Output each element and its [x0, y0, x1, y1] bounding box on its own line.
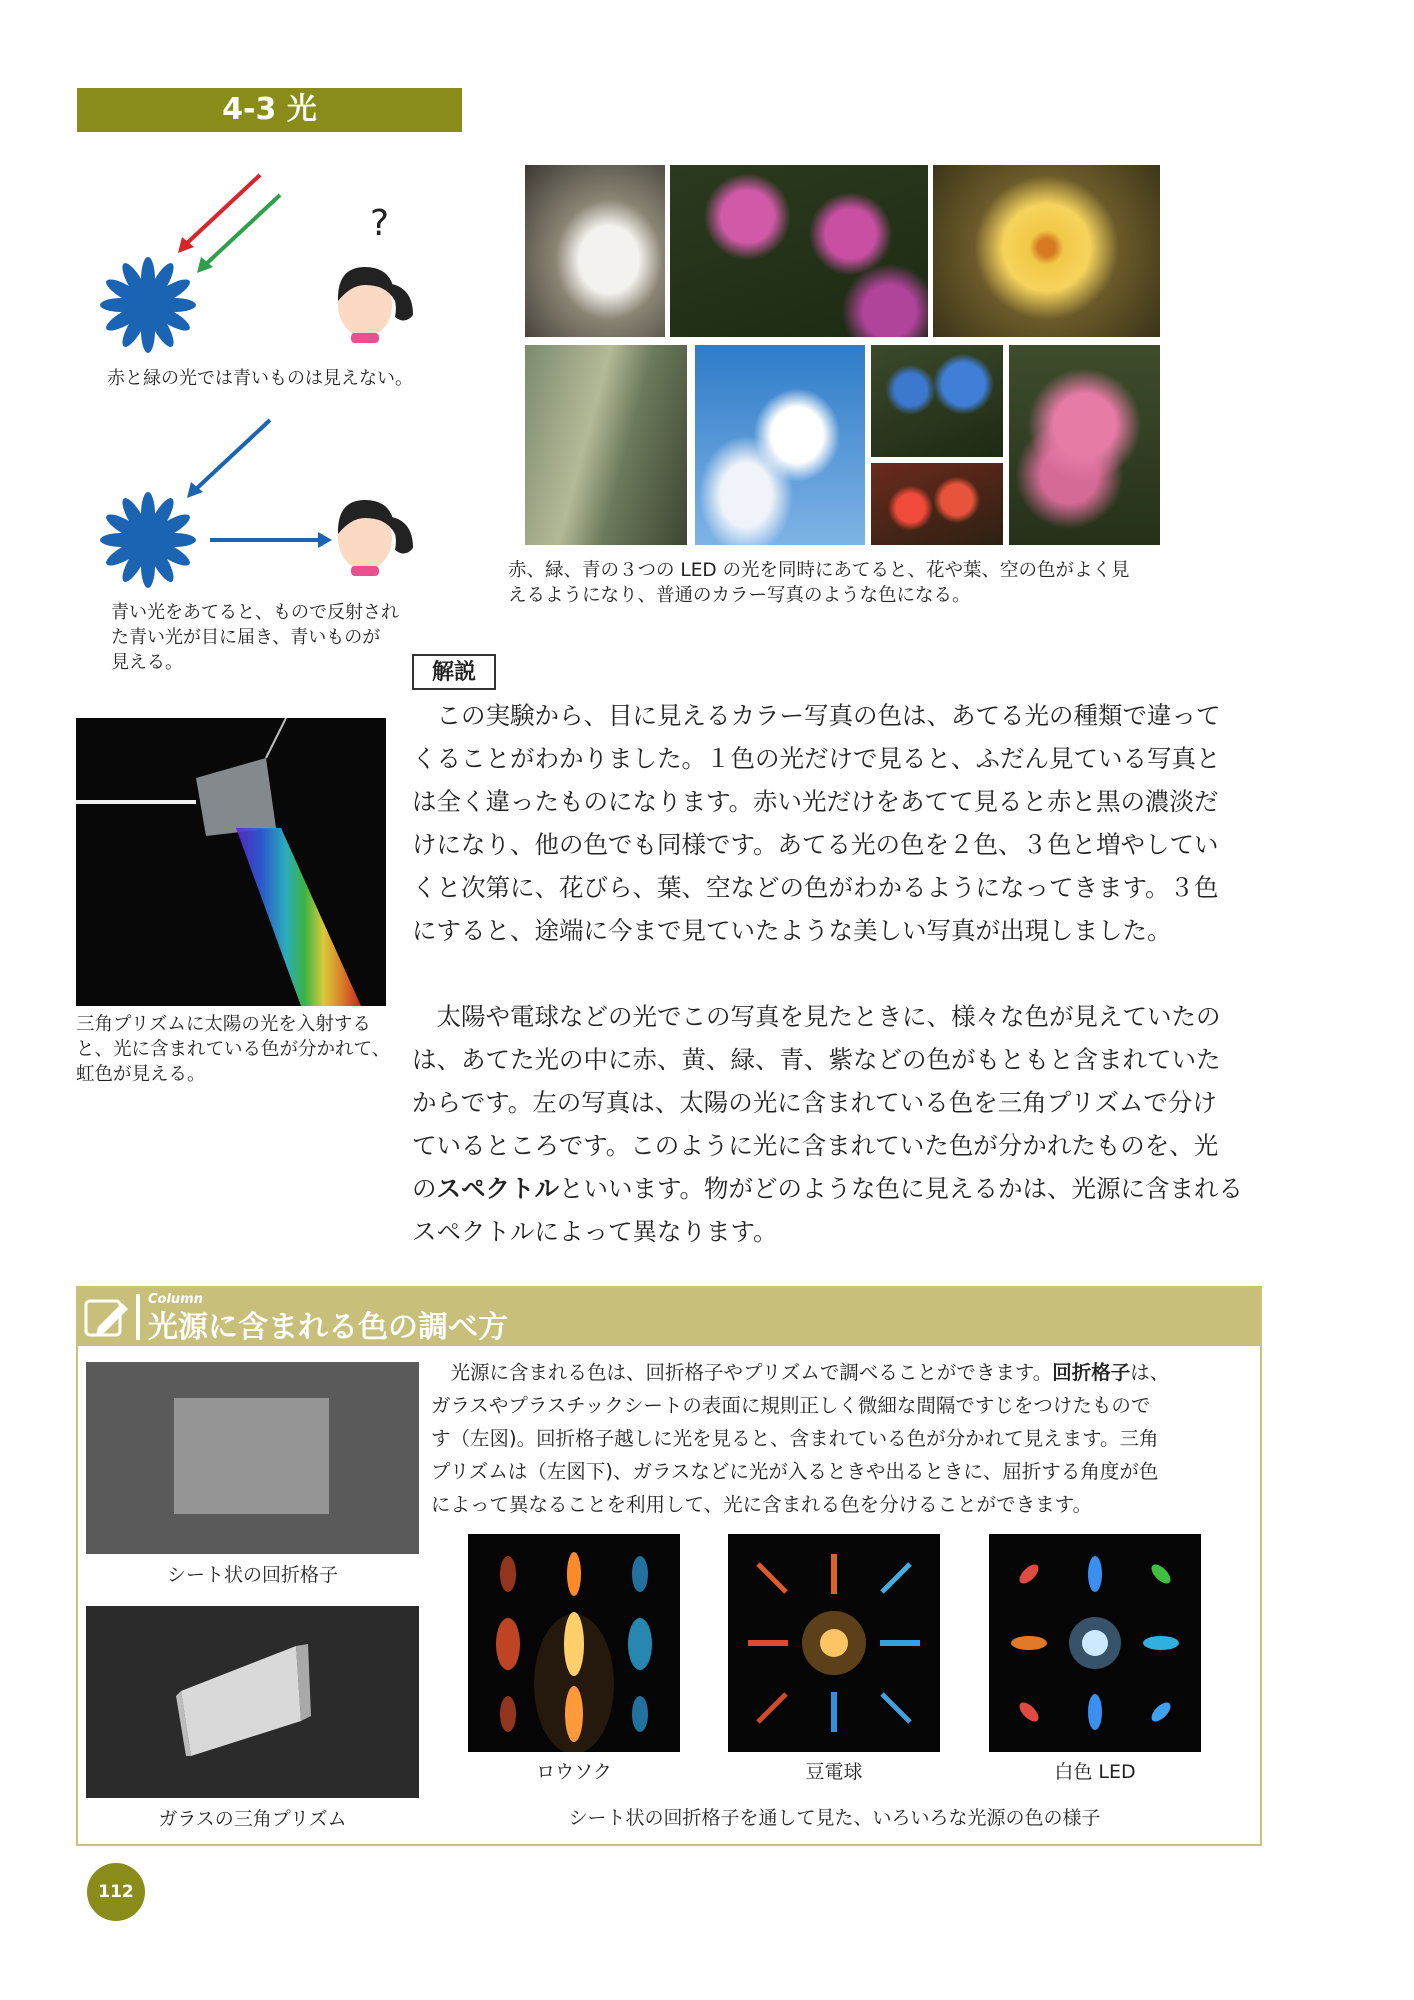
- page-number: 112: [87, 1863, 145, 1921]
- blue-arrow-reflected: [210, 532, 332, 548]
- prism-spectrum-photo: [76, 718, 386, 1006]
- red-flowers-photo: [871, 463, 1003, 545]
- kaisetsu-paragraph-2: 太陽や電球などの光でこの写真を見たときに、様々な色が見えていたの は、あてた光の中に赤、黄、緑、青、紫などの色がもともと含まれていた からです。左の写真は、太陽の光に含まれている色を三角プリズムで分け ているところです。このように光に含まれていた色が分かれたものを、光 のスペクトルといいます。物がどのような色に見えるかは、光源に含まれる スペクトルによって異なります。: [412, 1002, 1244, 1246]
- glass-prism-photo: [86, 1606, 419, 1798]
- blue-flower-icon: [100, 492, 196, 588]
- dayflower-photo: [871, 345, 1003, 457]
- section-title: 4-3 光: [222, 92, 317, 127]
- kaisetsu-label: 解説: [412, 654, 496, 690]
- prism-caption: 三角プリズムに太陽の光を入射する と、光に含まれている色が分かれて、 虹色が見える。: [76, 1014, 391, 1085]
- column-body-text: 光源に含まれる色は、回折格子やプリズムで調べることができます。回折格子は、 ガラスやプラスチックシートの表面に規則正しく微細な間隔ですじをつけたもので す（左図)。回折格子越しに光を見ると、含まれている色が分かれて見えます。三角 プリズムは（左図下)、ガラスなどに光が入るときや出るときに、屈折する角度が色 によって異なることを利用して、光に含まれる色を分けることができます。: [431, 1361, 1170, 1516]
- sky-clouds-photo: [695, 345, 865, 545]
- candle-label: ロウソク: [536, 1761, 612, 1783]
- led-spectrum-photo: [989, 1534, 1201, 1752]
- crape-myrtle-photo: [1009, 345, 1160, 545]
- led-label: 白色 LED: [1054, 1761, 1136, 1783]
- photo-collage: [525, 165, 1160, 545]
- pencil-icon: [84, 1297, 132, 1339]
- red-green-light-illustration: [90, 165, 430, 365]
- grating-caption: シート状の回折格子: [166, 1564, 338, 1586]
- red-arrow: [178, 175, 260, 253]
- green-arrow: [197, 195, 280, 273]
- blue-light-caption: 青い光をあてると、もので反射され た青い光が目に届き、青いものが 見える。: [111, 602, 399, 673]
- blue-flower-icon: [100, 257, 196, 353]
- bulb-spectrum-photo: [728, 1534, 940, 1752]
- light-sources-caption: シート状の回折格子を通して見た、いろいろな光源の色の様子: [568, 1807, 1101, 1829]
- section-header: [77, 88, 462, 132]
- candle-spectrum-photo: [468, 1534, 680, 1752]
- spectrum-term: スペクトル: [436, 1174, 559, 1203]
- kaisetsu-paragraph-1: この実験から、目に見えるカラー写真の色は、あてる光の種類で違って くることがわかりました。１色の光だけで見ると、ふだん見ている写真と は全く違ったものになります。赤い光だけをあてて見ると赤と黒の濃淡だ けになり、他の色でも同様です。あてる光の色を２色、３色と増やしてい くと次第に、花びら、葉、空などの色がわかるようになってきます。３色 にすると、途端に今まで見ていたような美しい写真が出現しました。: [412, 701, 1221, 945]
- bulb-label: 豆電球: [805, 1761, 863, 1783]
- diffraction-grating-photo: [86, 1362, 419, 1554]
- collage-caption: 赤、緑、青の３つの LED の光を同時にあてると、花や葉、空の色がよく見 えるようになり、普通のカラー写真のような色になる。: [508, 560, 1130, 606]
- yellow-flower-photo: [933, 165, 1160, 337]
- question-mark: ?: [370, 203, 390, 244]
- girl-face-icon: [338, 500, 413, 576]
- column-header-divider: [136, 1294, 140, 1340]
- diffraction-grating-term: 回折格子: [1052, 1361, 1131, 1384]
- foxtail-grass-photo: [525, 345, 687, 545]
- red-green-caption: 赤と緑の光では青いものは見えない。: [107, 368, 413, 389]
- column-label: Column: [148, 1292, 203, 1307]
- blue-arrow-incoming: [187, 420, 270, 498]
- column-title: 光源に含まれる色の調べ方: [148, 1310, 508, 1345]
- blue-light-illustration: [90, 410, 430, 590]
- hydrangea-photo: [670, 165, 928, 337]
- glass-prism-caption: ガラスの三角プリズム: [158, 1808, 347, 1830]
- grating-sheet: [174, 1398, 329, 1514]
- girl-face-icon: [338, 267, 413, 343]
- dogwood-flower-photo: [525, 165, 665, 337]
